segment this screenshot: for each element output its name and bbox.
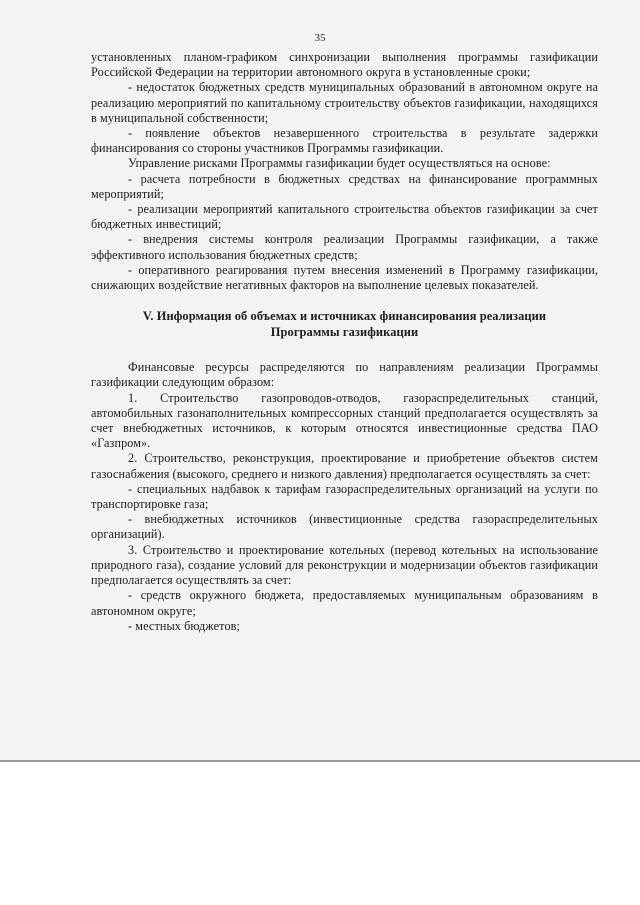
financing-source-local-budgets: - местных бюджетов;	[128, 618, 240, 633]
paragraph-continuation: установленных планом-графиком синхронизации выполнения программы газификации Российской Федерации на территории автономного округа в установленные сроки;	[91, 50, 598, 80]
financing-intro: Финансовые ресурсы распределяются по направлениям реализации Программы газификации следующим образом:	[91, 360, 598, 390]
financing-item-3: 3. Строительство и проектирование котельных (перевод котельных на использование природного газа), создание условий для реконструкции и модернизации объектов газификации предполагается осуществлять за счет:	[91, 542, 598, 588]
risk-management-intro: Управление рисками Программы газификации будет осуществляться на основе:	[128, 156, 551, 171]
risk-measure-capital-construction: - реализации мероприятий капитального строительства объектов газификации за счет бюджетных инвестиций;	[91, 202, 598, 232]
page-number: 35	[314, 32, 326, 44]
financing-item-2: 2. Строительство, реконструкция, проектирование и приобретение объектов систем газоснабжения (высокого, среднего и низкого давления) предполагается осуществлять за счет:	[91, 451, 598, 481]
financing-source-extra-budgetary: - внебюджетных источников (инвестиционные средства газораспределительных организаций).	[91, 512, 598, 542]
financing-item-1: 1. Строительство газопроводов-отводов, газораспределительных станций, автомобильных газонаполнительных компрессорных станций предполагается осуществлять за счет внебюджетных источников, к которым относятся инвестиционные средства ПАО «Газпром».	[91, 390, 598, 451]
document-body	[91, 50, 598, 634]
financing-source-tariff-surcharges: - специальных надбавок к тарифам газораспределительных организаций на услуги по транспортировке газа;	[91, 481, 598, 512]
financing-source-district-budget: - средств окружного бюджета, предоставляемых муниципальным образованиям в автономном округе;	[91, 588, 598, 618]
risk-measure-control-system: - внедрения системы контроля реализации Программы газификации, а также эффективного использования бюджетных средств;	[91, 232, 598, 262]
risk-measure-needs-calculation: - расчета потребности в бюджетных средствах на финансирование программных мероприятий;	[91, 171, 598, 201]
risk-item-unfinished-construction: - появление объектов незавершенного строительства в результате задержки финансирования со стороны участников Программы газификации.	[91, 126, 598, 156]
section-heading: V. Информация об объемах и источниках финансирования реализации Программы газификации	[142, 309, 547, 339]
risk-item-budget-shortage: - недостаток бюджетных средств муниципальных образований в автономном округе на реализацию мероприятий по капитальному строительству объектов газификации, находящихся в муниципальной собственности;	[91, 80, 598, 125]
risk-measure-program-amendments: - оперативного реагирования путем внесения изменений в Программу газификации, снижающих воздействие негативных факторов на выполнение целевых показателей.	[91, 262, 598, 293]
